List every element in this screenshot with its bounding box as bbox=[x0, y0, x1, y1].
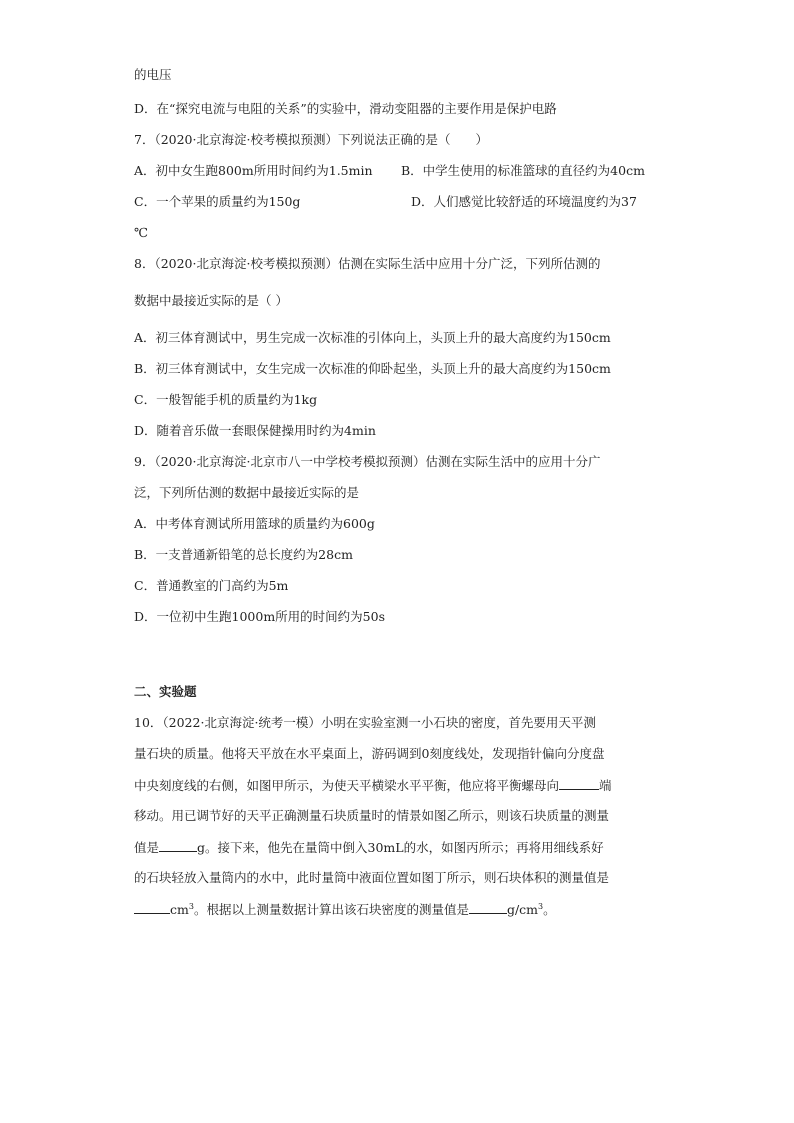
text-span: 中央刻度线的右侧，如图甲所示，为使天平横梁水平平衡，他应将平衡螺母向 bbox=[134, 778, 560, 793]
question-10-line: 移动。用已调节好的天平正确测量石块质量时的情景如图乙所示，则该石块质量的测量 bbox=[134, 808, 610, 823]
answer-blank[interactable] bbox=[469, 901, 507, 914]
question-10-line bbox=[134, 777, 612, 794]
text-line: 的电压 bbox=[134, 67, 172, 82]
text-span: 。根据以上测量数据计算出该石块密度的测量值是 bbox=[193, 902, 469, 917]
question-7-stem: 7．（2020·北京海淀·校考模拟预测）下列说法正确的是（ ） bbox=[134, 132, 488, 147]
question-8-stem-cont: 数据中最接近实际的是（ ） bbox=[134, 293, 288, 308]
text-span: 。 bbox=[543, 902, 556, 917]
option-a: A．初中女生跑800m所用时间约为1.5min bbox=[134, 163, 373, 178]
section-heading: 二、实验题 bbox=[134, 684, 197, 699]
option-c: C．普通教室的门高约为5m bbox=[134, 578, 289, 593]
option-d: D．随着音乐做一套眼保健操用时约为4min bbox=[134, 423, 376, 438]
answer-blank[interactable] bbox=[559, 777, 599, 790]
question-9-stem-cont: 泛，下列所估测的数据中最接近实际的是 bbox=[134, 485, 360, 500]
text-span: 端 bbox=[599, 778, 612, 793]
option-a: A．初三体育测试中，男生完成一次标准的引体向上，头顶上升的最大高度约为150cm bbox=[134, 330, 611, 345]
question-10-line bbox=[134, 901, 556, 918]
question-10-line: 的石块轻放入量筒内的水中，此时量筒中液面位置如图丁所示，则石块体积的测量值是 bbox=[134, 870, 610, 885]
option-d: D．人们感觉比较舒适的环境温度约为37 bbox=[411, 194, 637, 209]
superscript: 3 bbox=[188, 902, 194, 911]
option-a: A．中考体育测试所用篮球的质量约为600g bbox=[134, 516, 375, 531]
text-span: g。接下来，他先在量筒中倒入30mL的水，如图丙所示；再将用细线系好 bbox=[197, 840, 604, 855]
option-c: C．一个苹果的质量约为150g bbox=[134, 194, 301, 209]
question-10-line: 量石块的质量。他将天平放在水平桌面上，游码调到0刻度线处，发现指针偏向分度盘 bbox=[134, 746, 605, 761]
question-10-line: 10．（2022·北京海淀·统考一模）小明在实验室测一小石块的密度，首先要用天平测 bbox=[134, 715, 596, 730]
question-10-line bbox=[134, 839, 604, 856]
text-line: ℃ bbox=[134, 225, 148, 240]
answer-blank[interactable] bbox=[159, 839, 197, 852]
text-span: cm bbox=[170, 902, 189, 917]
text-span: 值是 bbox=[134, 840, 160, 855]
answer-blank[interactable] bbox=[134, 901, 170, 914]
option-b: B．一支普通新铅笔的总长度约为28cm bbox=[134, 547, 353, 562]
question-9-stem: 9．（2020·北京海淀·北京市八一中学校考模拟预测）估测在实际生活中的应用十分广 bbox=[134, 454, 601, 469]
option-b: B．中学生使用的标准篮球的直径约为40cm bbox=[401, 163, 645, 178]
option-d: D．一位初中生跑1000m所用的时间约为50s bbox=[134, 609, 386, 624]
option-b: B．初三体育测试中，女生完成一次标准的仰卧起坐，头顶上升的最大高度约为150cm bbox=[134, 361, 611, 376]
option-c: C．一般智能手机的质量约为1kg bbox=[134, 392, 318, 407]
text-span: g/cm bbox=[506, 902, 539, 917]
superscript: 3 bbox=[538, 902, 544, 911]
question-8-stem: 8．（2020·北京海淀·校考模拟预测）估测在实际生活中应用十分广泛，下列所估测的 bbox=[134, 256, 601, 271]
option-d: D．在“探究电流与电阻的关系”的实验中，滑动变阻器的主要作用是保护电路 bbox=[134, 101, 557, 116]
